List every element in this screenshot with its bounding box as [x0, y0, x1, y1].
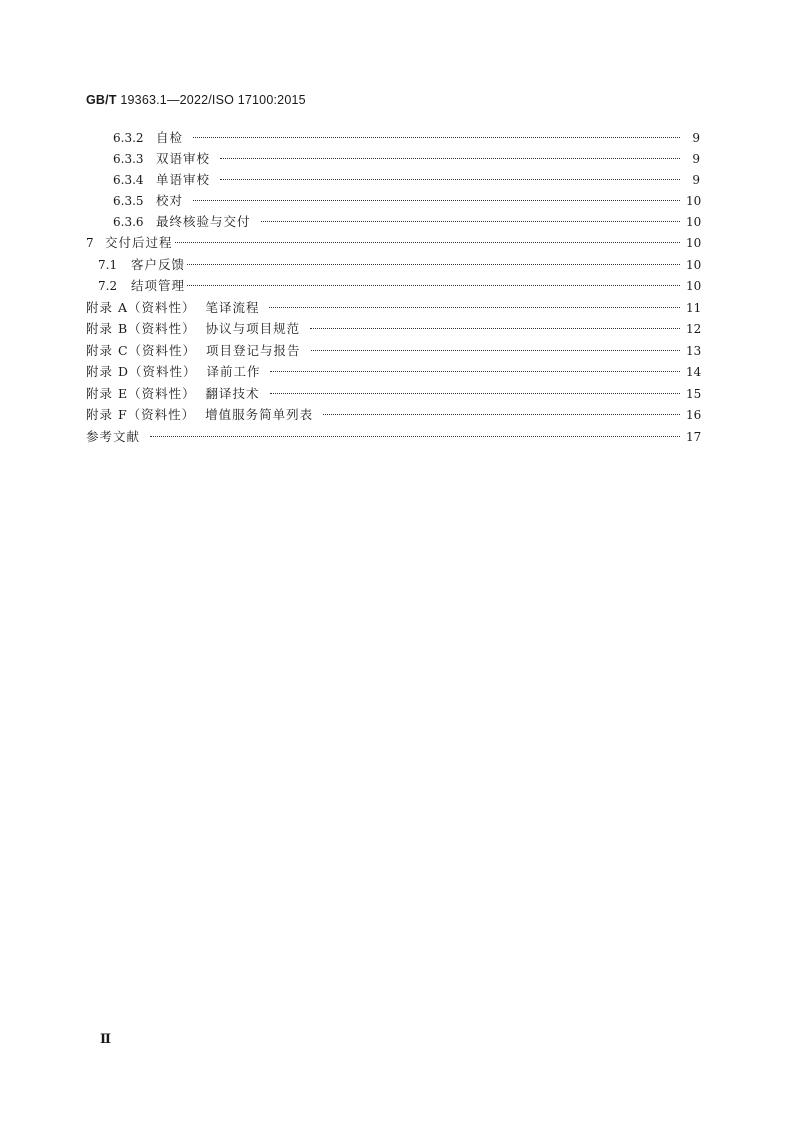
toc-entry[interactable] — [86, 275, 700, 297]
toc-entry-number: 6.3.6 — [113, 215, 144, 229]
toc-dot-leader — [310, 328, 680, 329]
toc-entry[interactable] — [86, 148, 700, 169]
toc-entry-number: 7 — [86, 236, 94, 250]
toc-entry-page: 14 — [686, 365, 702, 379]
toc-entry-title: 最终核验与交付 — [156, 214, 251, 229]
toc-entry-title: 附录 B（资料性） 协议与项目规范 — [86, 321, 301, 336]
toc-dot-leader — [269, 307, 680, 308]
toc-dot-leader — [175, 242, 680, 243]
toc-entry-page: 10 — [686, 215, 702, 229]
toc-entry-page: 13 — [686, 343, 702, 358]
toc-entry-bibliography[interactable] — [86, 426, 700, 448]
toc-dot-leader — [187, 285, 680, 286]
toc-entry-title: 附录 C（资料性） 项目登记与报告 — [86, 342, 301, 358]
toc-entry-title: 单语审校 — [156, 172, 211, 187]
toc-entry-number: 6.3.5 — [113, 194, 144, 208]
toc-entry-title: 交付后过程 — [105, 235, 173, 250]
toc-entry-page: 10 — [686, 194, 702, 208]
toc-entry-page: 17 — [686, 429, 702, 444]
toc-entry-number: 7.2 — [98, 279, 118, 293]
toc-entry[interactable] — [86, 211, 700, 232]
table-of-contents — [86, 127, 700, 447]
toc-entry[interactable] — [86, 127, 700, 148]
toc-entry-page: 16 — [686, 408, 702, 422]
toc-entry-number: 6.3.4 — [113, 173, 144, 187]
toc-entry-title: 双语审校 — [156, 151, 211, 166]
toc-entry-annex[interactable] — [86, 383, 700, 405]
toc-entry-title: 结项管理 — [131, 278, 186, 293]
standard-prefix: GB/T — [86, 93, 117, 107]
toc-entry-title: 参考文献 — [86, 428, 141, 444]
toc-entry-number: 7.1 — [98, 257, 118, 272]
toc-entry-title: 客户反馈 — [131, 256, 186, 272]
toc-entry[interactable] — [86, 254, 700, 276]
toc-entry-page: 10 — [686, 257, 702, 272]
standard-header — [86, 93, 306, 107]
toc-entry-page: 12 — [686, 322, 702, 336]
toc-entry-annex[interactable] — [86, 404, 700, 426]
toc-dot-leader — [193, 137, 680, 138]
toc-dot-leader — [220, 179, 680, 180]
toc-dot-leader — [311, 350, 681, 351]
toc-entry-title: 附录 F（资料性） 增值服务简单列表 — [86, 407, 314, 422]
toc-entry[interactable] — [86, 232, 700, 254]
toc-entry-page: 9 — [692, 131, 700, 145]
toc-dot-leader — [323, 414, 680, 415]
toc-entry-page: 10 — [686, 279, 702, 293]
toc-dot-leader — [220, 158, 680, 159]
toc-entry-annex[interactable] — [86, 318, 700, 340]
toc-entry-page: 11 — [686, 300, 702, 315]
toc-dot-leader — [193, 200, 680, 201]
toc-entry-number: 6.3.3 — [113, 152, 144, 166]
toc-entry-number: 6.3.2 — [113, 131, 144, 145]
toc-entry-title: 自检 — [156, 130, 184, 145]
toc-entry-page: 10 — [686, 236, 702, 250]
toc-entry-page: 15 — [686, 386, 702, 401]
toc-entry-title: 校对 — [156, 193, 184, 208]
toc-dot-leader — [150, 436, 680, 437]
standard-number: 19363.1—2022/ISO 17100:2015 — [120, 93, 306, 107]
toc-entry-annex[interactable] — [86, 340, 700, 362]
toc-entry-annex[interactable] — [86, 361, 700, 383]
toc-dot-leader — [261, 221, 680, 222]
toc-entry-title: 附录 E（资料性） 翻译技术 — [86, 385, 260, 401]
toc-dot-leader — [270, 371, 680, 372]
toc-entry-title: 附录 D（资料性） 译前工作 — [86, 364, 261, 379]
toc-dot-leader — [187, 264, 680, 265]
toc-entry-page: 9 — [692, 152, 700, 166]
page-number-roman: Ⅱ — [100, 1032, 111, 1047]
toc-entry-title: 附录 A（资料性） 笔译流程 — [86, 299, 260, 315]
toc-entry[interactable] — [86, 190, 700, 211]
toc-entry-page: 9 — [692, 173, 700, 187]
toc-entry-annex[interactable] — [86, 297, 700, 319]
toc-entry[interactable] — [86, 169, 700, 190]
toc-dot-leader — [270, 393, 680, 394]
